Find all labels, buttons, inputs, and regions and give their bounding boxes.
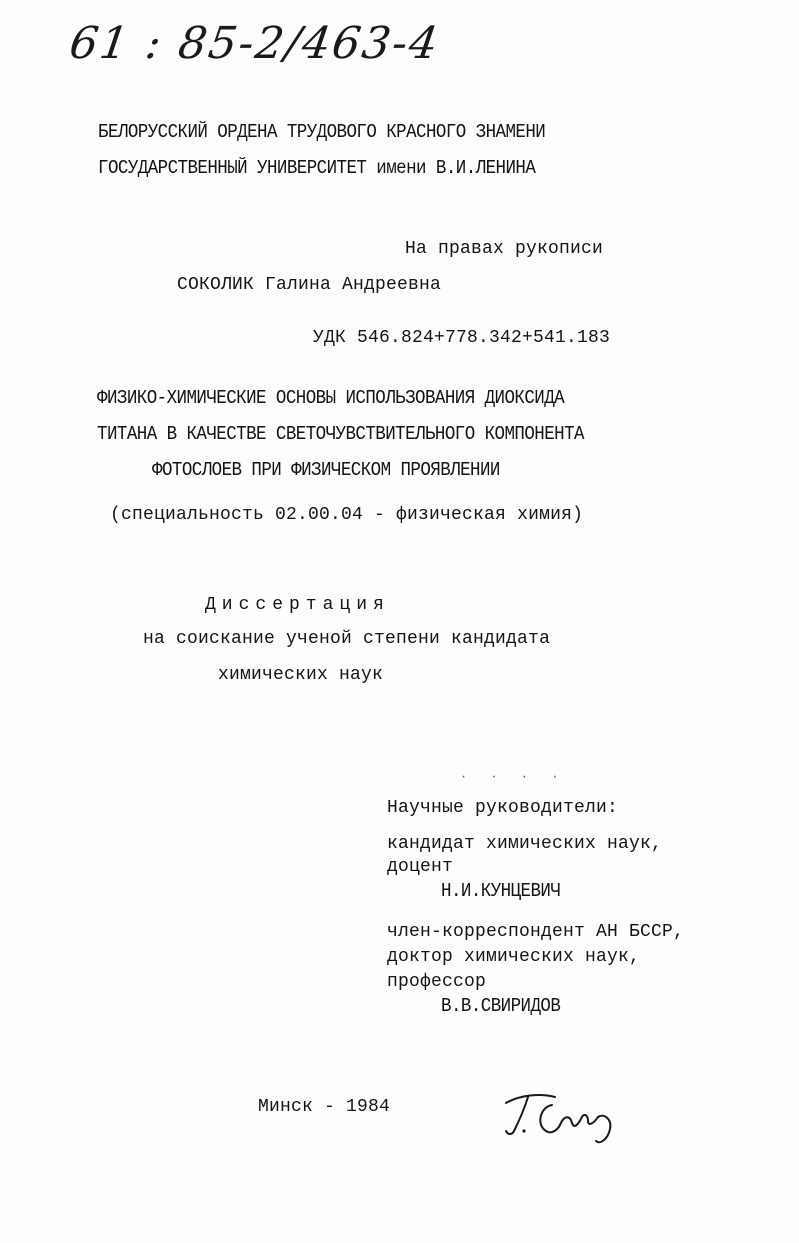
institution-line-2: ГОСУДАРСТВЕННЫЙ УНИВЕРСИТЕТ имени В.И.ЛЕНИНА xyxy=(98,157,536,179)
supervisor-2-position: член-корреспондент АН БССР, xyxy=(387,922,685,942)
supervisor-2-degree: доктор химических наук, xyxy=(387,947,641,967)
rights-note: На правах рукописи xyxy=(405,239,604,259)
place-year: Минск - 1984 xyxy=(258,1097,391,1117)
udk-code: УДК 546.824+778.342+541.183 xyxy=(313,328,611,348)
supervisors-heading: Научные руководители: xyxy=(387,798,619,818)
degree-type: Диссертация xyxy=(205,595,390,615)
title-line-3: ФОТОСЛОЕВ ПРИ ФИЗИЧЕСКОМ ПРОЯВЛЕНИИ xyxy=(152,459,500,481)
degree-line-3: химических наук xyxy=(218,665,384,685)
author-name: СОКОЛИК Галина Андреевна xyxy=(177,275,442,295)
handwritten-signature xyxy=(500,1085,630,1155)
stray-marks: · · · · xyxy=(460,770,567,784)
supervisor-1-rank: доцент xyxy=(387,857,454,877)
title-line-2: ТИТАНА В КАЧЕСТВЕ СВЕТОЧУВСТВИТЕЛЬНОГО КОМПОНЕНТА xyxy=(97,423,584,445)
handwritten-catalog-mark: 61 : 85-2/463-4 xyxy=(66,18,443,69)
supervisor-2-rank: профессор xyxy=(387,972,487,992)
title-line-1: ФИЗИКО-ХИМИЧЕСКИЕ ОСНОВЫ ИСПОЛЬЗОВАНИЯ ДИОКСИДА xyxy=(97,387,565,409)
specialty: (специальность 02.00.04 - физическая химия) xyxy=(110,505,584,525)
degree-line-2: на соискание ученой степени кандидата xyxy=(143,629,551,649)
supervisor-2-name: В.В.СВИРИДОВ xyxy=(441,995,561,1017)
supervisor-1-degree: кандидат химических наук, xyxy=(387,834,663,854)
institution-line-1: БЕЛОРУССКИЙ ОРДЕНА ТРУДОВОГО КРАСНОГО ЗНАМЕНИ xyxy=(98,121,546,143)
supervisor-1-name: Н.И.КУНЦЕВИЧ xyxy=(441,880,561,902)
